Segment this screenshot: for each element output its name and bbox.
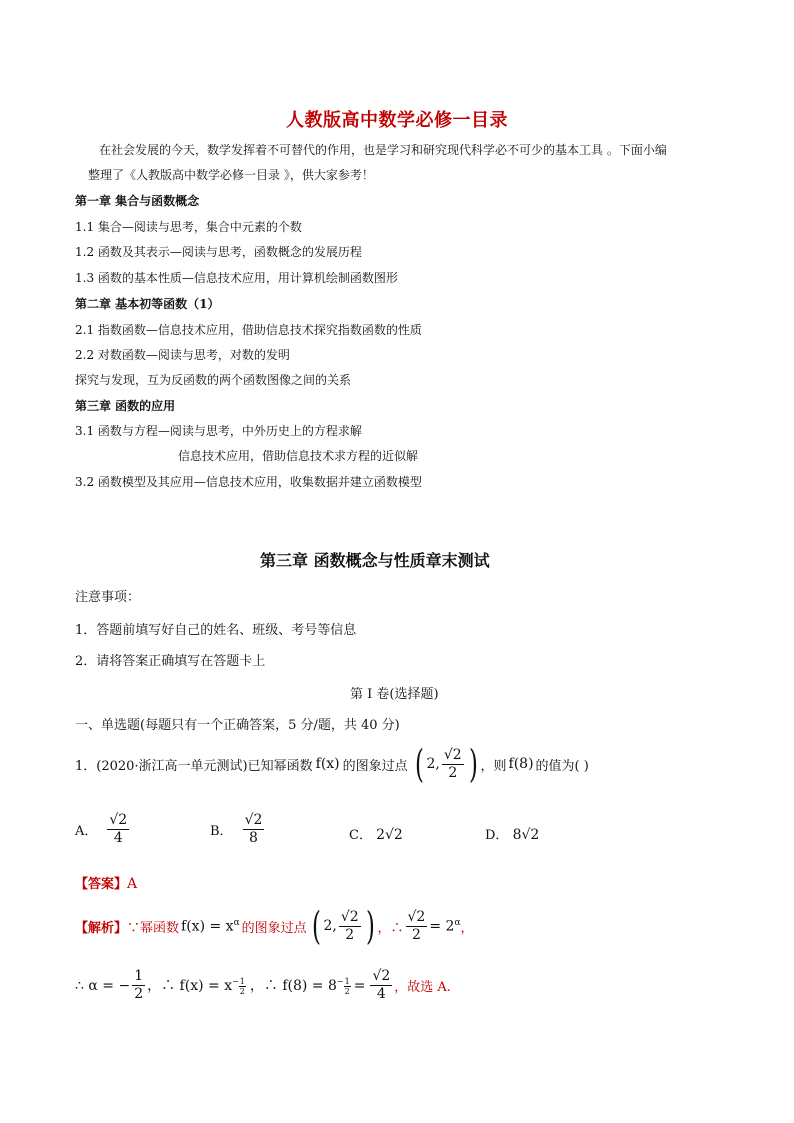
- notice-item: 1．答题前填写好自己的姓名、班级、考号等信息: [75, 623, 357, 638]
- option-b-value: $\frac{√2}{8}$: [244, 812, 263, 846]
- question-1-fx: f(x): [315, 756, 340, 772]
- question-1-prefix: 1．(2020·浙江高一单元测试)已知幂函数: [75, 758, 313, 774]
- answer: [75, 873, 137, 892]
- analysis-fraction: $\frac{√2}{2}$: [407, 908, 426, 943]
- analysis-line-1: 【解析】 ∵幂函数 $f(x) = x^\alpha$ 的图象过点 ( 2, $\frac{√2}{2}$ ) ，∴ $\frac{√2}{2}$ = $2^\alpha$ ，: [75, 904, 474, 948]
- chapter-1-item: 1.3 函数的基本性质—信息技术应用，用计算机绘制函数图形: [75, 271, 398, 285]
- analysis-text: ，: [460, 920, 474, 936]
- question-1-suffix-b: 的值为( ): [535, 758, 589, 774]
- chapter-3-item: 3.2 函数模型及其应用—信息技术应用，收集数据并建立函数模型: [75, 475, 422, 489]
- analysis-label: 【解析】: [75, 920, 128, 936]
- analysis-eq: = $2^\alpha$: [429, 917, 461, 935]
- chapter-1-heading: 第一章 集合与函数概念: [75, 194, 200, 208]
- analysis-result: $\frac{√2}{4}$: [372, 968, 391, 1002]
- chapter-2-item: 2.1 指数函数—信息技术应用，借助信息技术探究指数函数的性质: [75, 323, 422, 337]
- section-label: 第 I 卷(选择题): [350, 687, 439, 702]
- analysis-fx-power: ，∴ f(x) = x − $\frac{1}{2}$: [147, 977, 245, 997]
- analysis-text: ∵幂函数: [127, 920, 180, 936]
- question-1-suffix-a: ，则: [480, 758, 507, 774]
- analysis-conclusion: ，故选 A.: [394, 980, 451, 995]
- answer-label: 【答案】: [75, 877, 128, 892]
- analysis-text: ，∴: [377, 920, 404, 936]
- question-1: 1．(2020·浙江高一单元测试)已知幂函数 f(x) 的图象过点 ( 2, $\frac{√2}{2}$ ) ，则 f(8) 的值为( ): [75, 742, 589, 786]
- question-1-point-x: 2,: [426, 756, 440, 772]
- chapter-1-item: 1.1 集合—阅读与思考，集合中元素的个数: [75, 220, 302, 234]
- catalog-title: 人教版高中数学必修一目录: [286, 110, 508, 131]
- notice-heading: 注意事项：: [75, 590, 141, 605]
- analysis-f8-power: ，∴ f(8) = 8 − $\frac{1}{2}$: [249, 977, 350, 997]
- chapter-2-item: 2.2 对数函数—阅读与思考，对数的发明: [75, 348, 290, 362]
- chapter-2-heading: 第二章 基本初等函数（1）: [75, 297, 220, 311]
- analysis-point-y: $\frac{√2}{2}$: [340, 908, 359, 943]
- notice-item: 2．请将答案正确填写在答题卡上: [75, 654, 266, 669]
- answer-value: A: [127, 876, 138, 892]
- option-d[interactable]: [485, 824, 539, 843]
- option-a-label: A．: [75, 824, 98, 839]
- chapter-3-heading: 第三章 函数的应用: [75, 399, 176, 413]
- chapter-3-item: 信息技术应用，借助信息技术求方程的近似解: [178, 449, 419, 463]
- chapter-1-item: 1.2 函数及其表示—阅读与思考，函数概念的发展历程: [75, 245, 362, 259]
- analysis-line-2: [75, 968, 451, 1003]
- intro-line-2: 整理了《人教版高中数学必修一目录 》，供大家参考！: [88, 168, 374, 182]
- analysis-alpha: ∴ α = −: [75, 977, 131, 994]
- option-a[interactable]: [75, 812, 131, 847]
- option-b[interactable]: [210, 812, 266, 847]
- option-c-value: 2√2: [376, 827, 403, 843]
- analysis-eq-2: =: [353, 977, 366, 994]
- analysis-text: 的图象过点: [241, 920, 307, 936]
- analysis-half: $\frac{1}{2}$: [134, 968, 144, 1002]
- option-c-label: C．: [349, 828, 372, 843]
- question-1-f8: f(8): [508, 756, 534, 772]
- question-1-mid: 的图象过点: [342, 758, 408, 774]
- test-title: 第三章 函数概念与性质章末测试: [260, 551, 490, 570]
- option-d-value: 8√2: [512, 827, 540, 843]
- option-b-label: B．: [210, 824, 233, 839]
- analysis-power-function: $f(x) = x^\alpha$: [181, 917, 240, 935]
- analysis-point-x: 2,: [323, 918, 337, 934]
- part-heading: 一、单选题(每题只有一个正确答案，5 分/题，共 40 分): [75, 718, 400, 733]
- option-a-value: $\frac{√2}{4}$: [109, 812, 128, 846]
- intro-line-1: 在社会发展的今天，数学发挥着不可替代的作用，也是学习和研究现代科学必不可少的基本工具 。下面小编: [99, 143, 667, 157]
- option-c[interactable]: [349, 824, 403, 843]
- question-1-point-y: $\frac{√2}{2}$: [443, 746, 462, 781]
- option-d-label: D．: [485, 828, 509, 843]
- chapter-2-item: 探究与发现，互为反函数的两个函数图像之间的关系: [75, 373, 352, 387]
- chapter-3-item: 3.1 函数与方程—阅读与思考，中外历史上的方程求解: [75, 424, 362, 438]
